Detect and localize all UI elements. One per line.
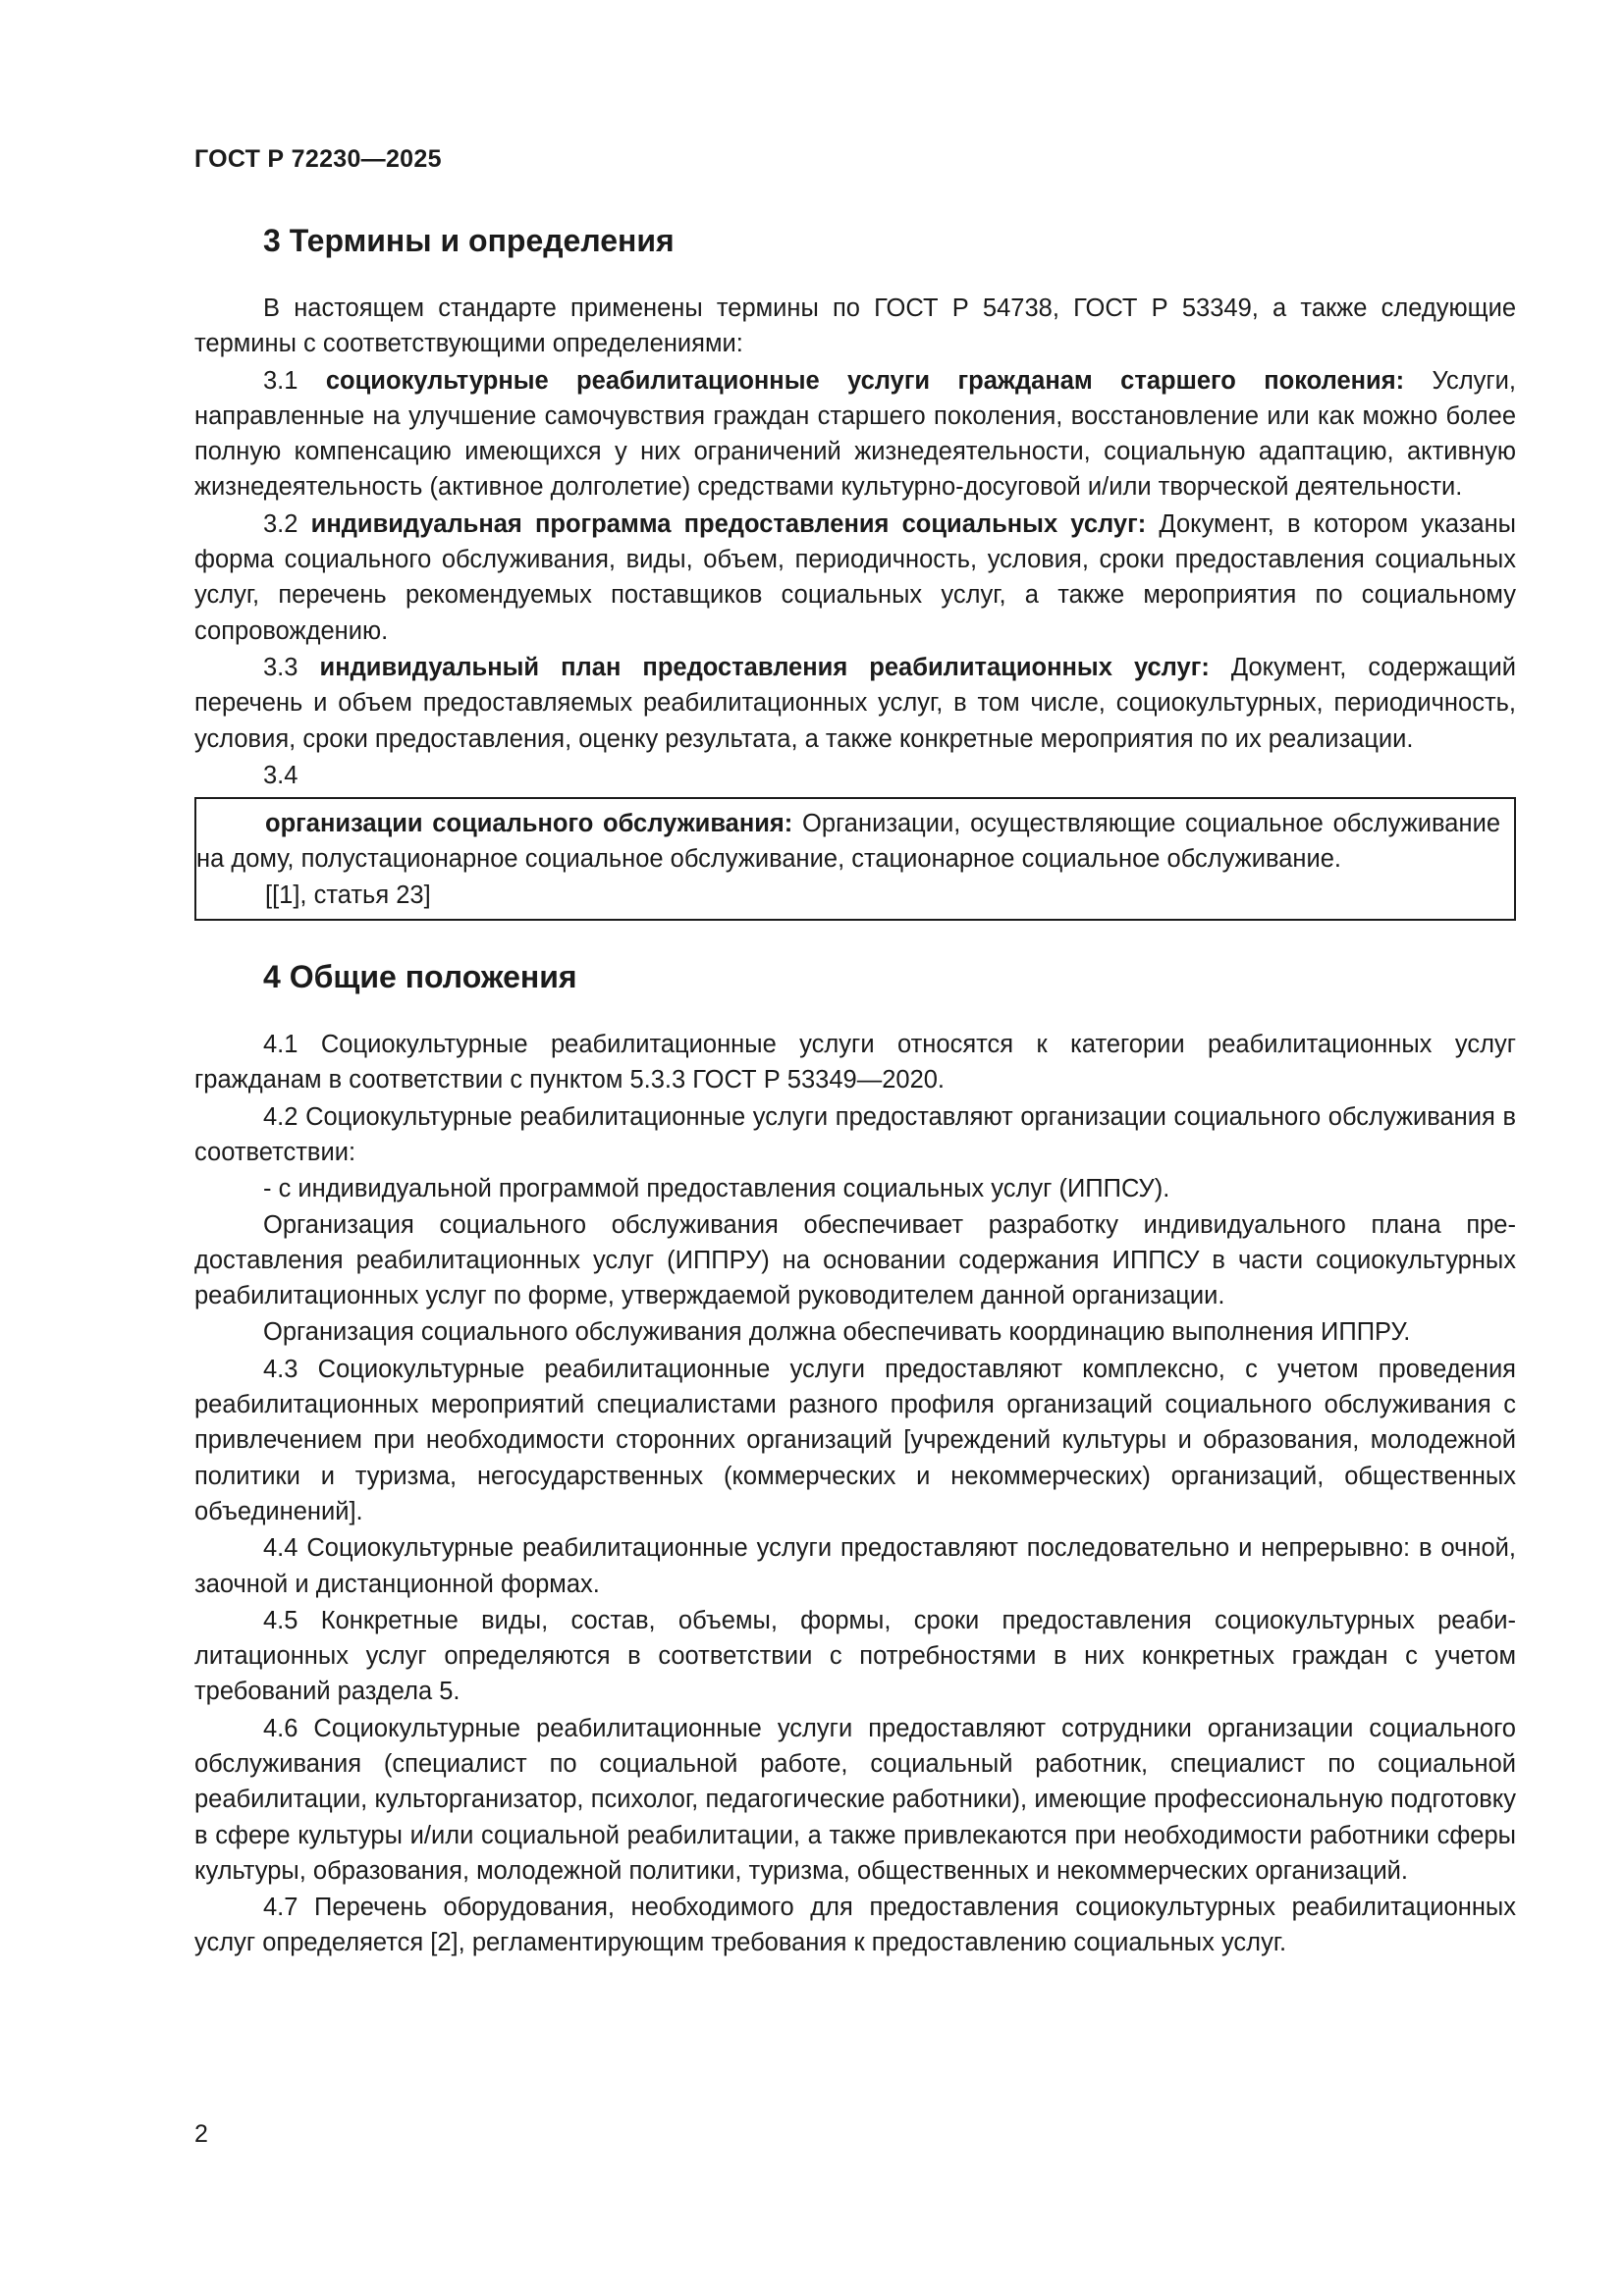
term-3-3 [194,650,1516,757]
term-3-4-number: 3.4 [263,761,298,789]
term-definition: Документ, в котором указаны форма социального обслуживания, виды, объем, периодичность, условия, сроки предоставления социальных услуг, перечень рекомендуемых поставщиков социальных услуг, а также мероприятия по социальному сопровождению. [194,509,1517,645]
clause-4-3: 4.3 Социокультурные реабилитационные услуги предоставляют комплексно, с учетом проведения реабилитационных мероприятий специалистами разного профиля организаций социального обслуживания с привлечением при необходимости сторонних организаций [учреждений культуры и образования, молодежной политики и туризма, негосударственных (коммерческих и некоммерческих) организаций, общественных объединений]. [194,1355,1516,1525]
section-4-title: 4 Общие положения [263,959,577,995]
term-number: 3.3 [263,653,298,681]
term-title: социокультурные реабилитационные услуги гражданам старшего поколения: [325,366,1405,395]
term-title: индивидуальный план предоставления реабилитационных услуг: [319,653,1210,681]
term-definition: Услуги, направленные на улучшение самочувствия граждан старшего поколения, восстановление или как можно более полную компенсацию имеющихся у них ограничений жизнедеятельности, социальную адаптацию, активную жизнедеятельность (активное долголетие) средствами культурно-досуговой и/или творческой деятельности. [194,366,1516,502]
term-number: 3.2 [263,509,298,538]
term-3-2 [194,507,1516,649]
clause-4-4: 4.4 Социокультурные реабилитационные услуги предоставляют последовательно и непрерывно: в очной, заочной и дистанционной формах. [194,1534,1516,1598]
clause-4-2-paragraph-b: Организация социального обслуживания должна обеспечивать координацию выполнения ИППРУ. [263,1318,1411,1347]
clause-4-5: 4.5 Конкретные виды, состав, объемы, формы, сроки предоставления социокультурных реабилитационных услуг определяются в соответствии с потребностями в них конкретных граждан с учетом требований раздела 5. [194,1606,1516,1706]
clause-4-1: 4.1 Социокультурные реабилитационные услуги относятся к категории реабилитационных услуг гражданам в соответствии с пунктом 5.3.3 ГОСТ Р 53349—2020. [194,1031,1516,1095]
section-3-title: 3 Термины и определения [263,223,675,258]
clause-4-2-paragraph-a: Организация социального обслуживания обеспечивает разработку индивидуального плана предоставления реабилитационных услуг (ИППРУ) на основании содержания ИППСУ в части социокультурных реабилитационных услуг по форме, утверждаемой руководителем данной организации. [194,1210,1516,1310]
clause-4-2: 4.2 Социокультурные реабилитационные услуги предоставляют организации социального обслуживания в соответствии: [194,1102,1516,1166]
term-3-4-source: [[1], статья 23] [265,881,431,909]
term-number: 3.1 [263,366,298,395]
term-3-1 [194,363,1516,506]
clause-4-6: 4.6 Социокультурные реабилитационные услуги предоставляют сотрудники организации социального обслуживания (специалист по социальной работе, социальный работник, специалист по социальной реабилитации, культорганизатор, психолог, педагогические работники), имеющие профессиональную подготовку в сфере культуры и/или социальной реабилитации, а также привлекаются при необходимости работники сферы культуры, образования, молодежной политики, туризма, общественных и некоммерческих организаций. [194,1714,1516,1885]
term-title: индивидуальная программа предоставления социальных услуг: [310,509,1147,538]
page-content [194,218,1516,1962]
clause-4-2-list-item: - с индивидуальной программой предоставления социальных услуг (ИППСУ). [263,1175,1170,1203]
term-3-4 [196,806,1500,878]
section-3-intro: В настоящем стандарте применены термины по ГОСТ Р 54738, ГОСТ Р 53349, а также следующие термины с соответствующими определениями: [194,294,1516,358]
term-definition: Организации, осуществляющие социальное обслуживание на дому, полустационарное социальное обслуживание, стационарное социальное обслуживание. [196,810,1500,874]
term-title: организации социального обслуживания: [265,810,793,838]
clause-4-7: 4.7 Перечень оборудования, необходимого для предоставления социокультурных реабилитационных услуг определяется [2], регламентирующим требования к предоставлению социальных услуг. [194,1894,1516,1957]
term-3-4-box [194,797,1516,921]
document-header: ГОСТ Р 72230—2025 [194,145,442,173]
term-definition: Документ, содержащий перечень и объем предоставляемых реабилитационных услуг, в том числе, социокультурных, периодичность, условия, сроки предоставления, оценку результата, а также конкретные мероприятия по их реализации. [194,653,1516,753]
page-number: 2 [194,2120,208,2148]
